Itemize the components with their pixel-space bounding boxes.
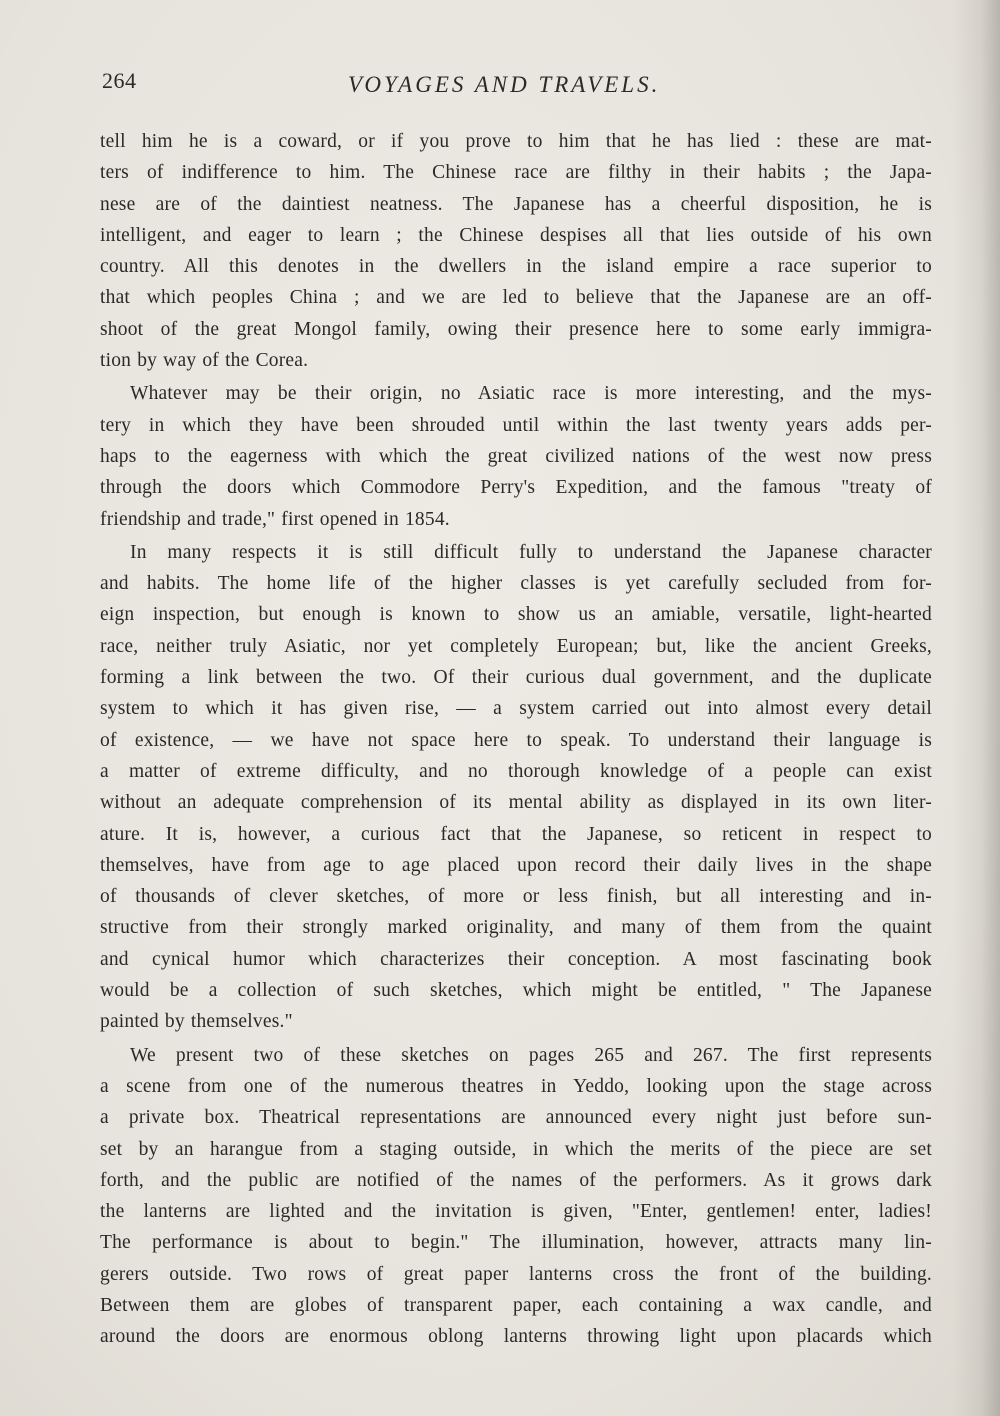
- text-line: nese are of the daintiest neatness. The Japanese has a cheerful disposition, he is: [100, 193, 932, 215]
- text-line: around the doors are enormous oblong lanterns throwing light upon placards which: [100, 1326, 932, 1348]
- text-line: would be a collection of such sketches, which might be entitled, " The Japanese: [100, 980, 932, 1002]
- text-line: that which peoples China ; and we are led to believe that the Japanese are an off-: [100, 287, 932, 309]
- text-line: We present two of these sketches on pages 265 and 267. The first represents: [130, 1044, 932, 1066]
- text-line: structive from their strongly marked originality, and many of them from the quaint: [100, 917, 932, 939]
- running-head: [102, 64, 930, 104]
- text-line: shoot of the great Mongol family, owing their presence here to some early immigra-: [100, 318, 932, 340]
- text-line: forth, and the public are notified of the names of the performers. As it grows dark: [100, 1169, 932, 1191]
- text-line: of existence, — we have not space here to speak. To understand their language is: [100, 729, 932, 751]
- paragraph-2: [100, 378, 932, 534]
- text-line: forming a link between the two. Of their curious dual government, and the duplicate: [100, 667, 932, 689]
- text-line: the lanterns are lighted and the invitation is given, "Enter, gentlemen! enter, ladies!: [100, 1201, 932, 1223]
- text-line: tery in which they have been shrouded until within the last twenty years adds per-: [100, 414, 932, 436]
- text-line: Between them are globes of transparent paper, each containing a wax candle, and: [100, 1294, 932, 1316]
- text-line: without an adequate comprehension of its mental ability as displayed in its own liter-: [100, 792, 932, 814]
- text-line: In many respects it is still difficult fully to understand the Japanese character: [130, 541, 932, 563]
- text-line: eign inspection, but enough is known to show us an amiable, versatile, light-hearted: [100, 604, 932, 626]
- text-line: race, neither truly Asiatic, nor yet completely European; but, like the ancient Greeks,: [100, 635, 932, 657]
- page-number: 264: [102, 68, 137, 93]
- text-line: gerers outside. Two rows of great paper lanterns cross the front of the building.: [100, 1263, 932, 1285]
- text-line: a scene from one of the numerous theatres in Yeddo, looking upon the stage across: [100, 1075, 932, 1097]
- text-line: a private box. Theatrical representations are announced every night just before sun-: [100, 1107, 932, 1129]
- paragraph-4: [100, 1040, 932, 1353]
- text-line: The performance is about to begin." The illumination, however, attracts many lin-: [100, 1232, 932, 1254]
- text-line: intelligent, and eager to learn ; the Chinese despises all that lies outside of his own: [100, 224, 932, 246]
- text-line: tell him he is a coward, or if you prove to him that he has lied : these are mat-: [100, 131, 932, 152]
- body-text: [100, 126, 932, 1353]
- text-line: ters of indifference to him. The Chinese race are filthy in their habits ; the Japa-: [100, 162, 932, 184]
- text-line: through the doors which Commodore Perry's Expedition, and the famous "treaty of: [100, 477, 932, 499]
- paragraph-1: [100, 126, 932, 376]
- text-line: system to which it has given rise, — a system carried out into almost every detail: [100, 698, 932, 720]
- text-line: and cynical humor which characterizes their conception. A most fascinating book: [100, 948, 932, 970]
- paragraph-3: [100, 537, 932, 1038]
- running-title: VOYAGES AND TRAVELS.: [348, 72, 661, 97]
- text-line: themselves, have from age to age placed upon record their daily lives in the shape: [100, 854, 932, 876]
- text-line: of thousands of clever sketches, of more or less finish, but all interesting and in-: [100, 886, 932, 908]
- text-line: a matter of extreme difficulty, and no thorough knowledge of a people can exist: [100, 760, 932, 782]
- text-line: ature. It is, however, a curious fact that the Japanese, so reticent in respect to: [100, 823, 932, 845]
- text-line: country. All this denotes in the dwellers in the island empire a race superior to: [100, 256, 932, 278]
- text-line: and habits. The home life of the higher classes is yet carefully secluded from for-: [100, 573, 932, 595]
- spine-shadow: [952, 0, 1000, 1416]
- text-line: Whatever may be their origin, no Asiatic race is more interesting, and the mys-: [130, 383, 932, 405]
- text-line: tion by way of the Corea.: [100, 350, 309, 372]
- text-line: painted by themselves.": [100, 1011, 293, 1033]
- text-line: haps to the eagerness with which the great civilized nations of the west now press: [100, 445, 932, 467]
- text-line: friendship and trade," first opened in 1854.: [100, 508, 450, 530]
- text-line: set by an harangue from a staging outside, in which the merits of the piece are set: [100, 1138, 932, 1160]
